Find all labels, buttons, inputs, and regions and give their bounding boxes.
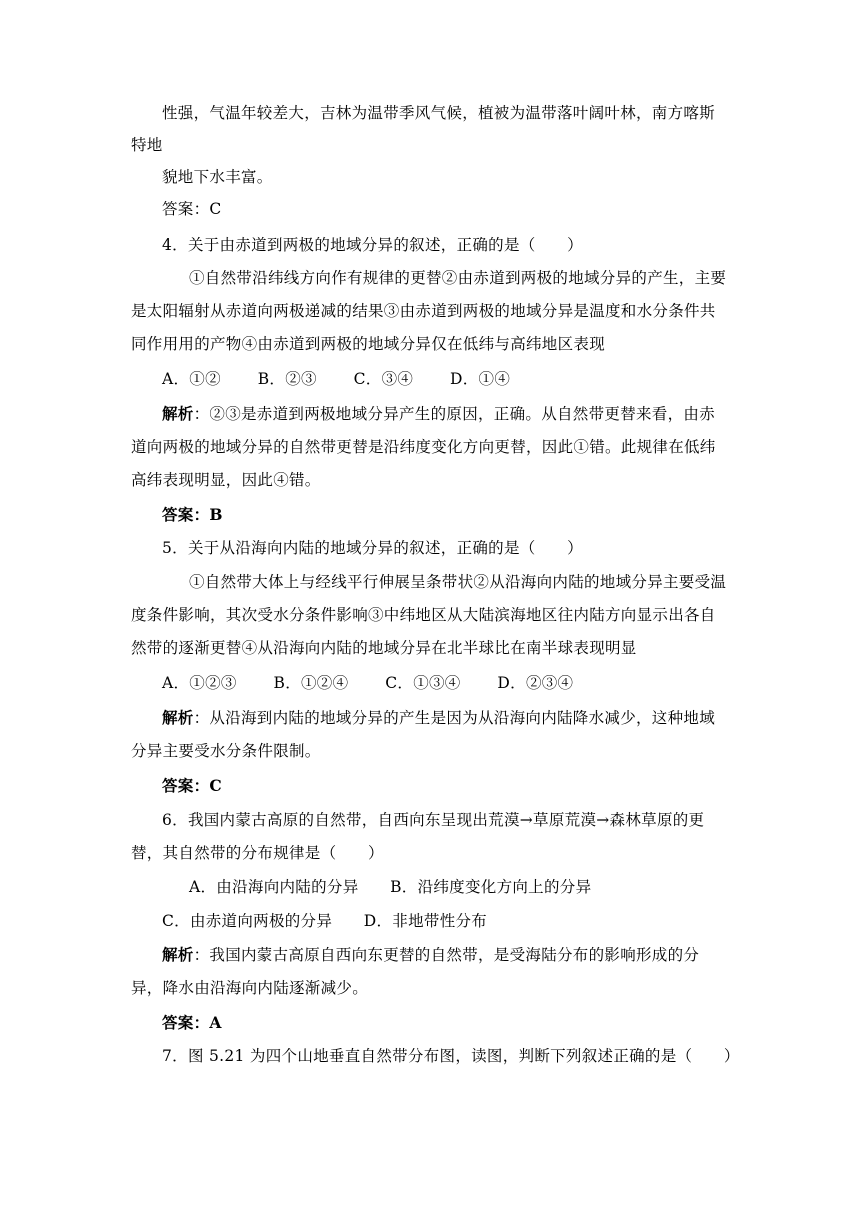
question-4-analysis: 高纬表现明显，因此④错。 [131,471,321,489]
question-6-options: C．由赤道向两极的分异 D．非地带性分布 [162,912,488,930]
text-line: 性强，气温年较差大，吉林为温带季风气候，植被为温带落叶阔叶林，南方喀斯 [162,104,716,122]
question-5-statement: 然带的逐渐更替④从沿海向内陆的地域分异在北半球比在南半球表现明显 [131,639,637,657]
analysis-text: ：我国内蒙古高原自西向东更替的自然带，是受海陆分布的影响形成的分 [193,946,700,964]
question-5-statement: 度条件影响，其次受水分条件影响③中纬地区从大陆滨海地区往内陆方向显示出各自 [131,606,716,624]
question-4-options: A．①② B．②③ C．③④ D．①④ [162,370,511,388]
question-5-options: A．①②③ B．①②④ C．①③④ D．②③④ [162,674,574,692]
question-6-options: A．由沿海向内陆的分异 B．沿纬度变化方向上的分异 [189,878,592,896]
question-4-answer: 答案：B [162,505,223,524]
answer-line: 答案：C [162,200,222,218]
question-4-statement: ①自然带沿纬线方向作有规律的更替②由赤道到两极的地域分异的产生，主要 [189,269,727,287]
analysis-label: 解析 [162,404,194,423]
text-line: 貌地下水丰富。 [162,168,273,186]
question-4-analysis: 道向两极的地域分异的自然带更替是沿纬度变化方向更替，因此①错。此规律在低纬 [131,438,716,456]
analysis-text: ：从沿海到内陆的地域分异的产生是因为从沿海向内陆降水减少，这种地域 [193,709,716,727]
question-4-statement: 是太阳辐射从赤道向两极递减的结果③由赤道到两极的地域分异是温度和水分条件共 [131,302,716,320]
question-4-analysis [162,404,715,424]
question-5-analysis: 分异主要受水分条件限制。 [131,742,321,760]
question-6-answer: 答案：A [162,1013,222,1032]
question-6-analysis [162,945,699,965]
question-5-answer: 答案：C [162,776,223,795]
question-5-analysis [162,708,715,728]
question-5-statement: ①自然带大体上与经线平行伸展呈条带状②从沿海向内陆的地域分异主要受温 [189,573,727,591]
question-4-statement: 同作用用的产物④由赤道到两极的地域分异仅在低纬与高纬地区表现 [131,335,606,353]
text-line: 特地 [131,136,163,154]
question-5-stem: 5．关于从沿海向内陆的地域分异的叙述，正确的是（ ） [162,539,583,557]
analysis-label: 解析 [162,708,194,727]
question-4-stem: 4．关于由赤道到两极的地域分异的叙述，正确的是（ ） [162,236,583,254]
analysis-label: 解析 [162,945,194,964]
question-6-stem: 6．我国内蒙古高原的自然带，自西向东呈现出荒漠→草原荒漠→森林草原的更 [162,811,705,829]
analysis-text: ：②③是赤道到两极地域分异产生的原因，正确。从自然带更替来看，由赤 [193,405,716,423]
question-6-stem: 替，其自然带的分布规律是（ ） [131,844,384,862]
question-7-stem: 7．图 5.21 为四个山地垂直自然带分布图，读图，判断下列叙述正确的是（ ） [162,1047,740,1065]
question-6-analysis: 异，降水由沿海向内陆逐渐减少。 [131,979,369,997]
